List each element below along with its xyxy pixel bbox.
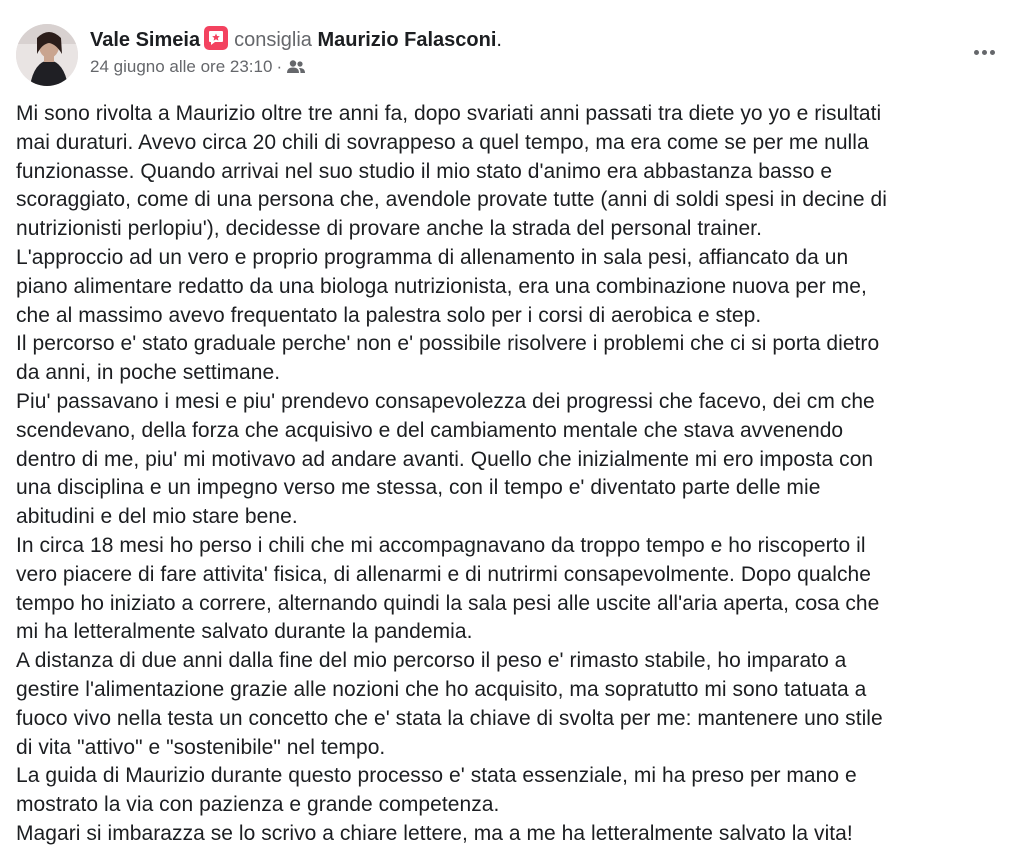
post-subtitle-line [90,56,502,81]
post-text-line: A distanza di due anni dalla fine del mio percorso il peso e' rimasto stabile, ho imparato a [16,649,847,673]
post-text-line: Il percorso e' stato graduale perche' non e' possibile risolvere i problemi che ci si porta dietro [16,332,880,356]
title-period: . [496,29,502,51]
post-text-line: mi ha letteralmente salvato durante la pandemia. [16,620,473,644]
author-name[interactable]: Vale Simeia [90,29,201,51]
post-text-line: dentro di me, piu' mi motivavo ad andare avanti. Quello che inizialmente mi ero imposta con [16,447,874,471]
post-text-line: una disciplina e un impegno verso me stessa, con il tempo e' diventato parte delle mie [16,476,821,500]
post-text-line: funzionasse. Quando arrivai nel suo studio il mio stato d'animo era abbastanza basso e [16,159,833,183]
post-title-line [90,26,502,54]
post-text-line: nutrizionisti perlopiu'), decidesse di provare anche la strada del personal trainer. [16,217,762,241]
post-text-line: scendevano, della forza che acquisivo e del cambiamento mentale che stava avvenendo [16,418,844,442]
recommended-page-name[interactable]: Maurizio Falasconi [317,29,497,51]
post-text-line: vero piacere di fare attivita' fisica, di allenarmi e di nutrirmi consapevolmente. Dopo qualche [16,562,872,586]
post-text-line: Mi sono rivolta a Maurizio oltre tre anni fa, dopo svariati anni passati tra diete yo yo e risultati [16,102,882,125]
post-meta [90,26,502,81]
post-text-line: che al massimo avevo frequentato la palestra solo per i corsi di aerobica e step. [16,303,762,327]
friends-icon[interactable] [286,59,306,81]
post-header [16,24,1006,88]
post-text-line: mostrato la via con pazienza e grande competenza. [16,793,500,817]
post-text-line: piano alimentare redatto da una biologa nutrizionista, era una combinazione nuova per me, [16,274,867,298]
post-text-line: scoraggiato, come di una persona che, avendole provate tutte (anni di soldi spesi in decine di [16,188,887,212]
post-text-line: Piu' passavano i mesi e piu' prendevo consapevolezza dei progressi che facevo, dei cm che [16,389,875,413]
post-text-line: mai duraturi. Avevo circa 20 chili di sovrappeso a quel tempo, ma era come se per me nulla [16,130,869,154]
post-text-line: L'approccio ad un vero e proprio programma di allenamento in sala pesi, affiancato da un [16,245,849,269]
more-options-icon[interactable] [966,40,1002,64]
post-text-line: La guida di Maurizio durante questo processo e' stata essenziale, mi ha preso per mano e [16,764,857,788]
post-timestamp[interactable]: 24 giugno alle ore 23:10 [90,57,273,76]
post-text-line: da anni, in poche settimane. [16,361,281,385]
separator-dot: · [276,57,283,76]
post-text-line: di vita "attivo" e "sostenibile" nel tempo. [16,735,386,759]
post-text-line: tempo ho iniziato a correre, alternando quindi la sala pesi alle uscite all'aria aperta, cosa che [16,591,880,615]
post-text-line: In circa 18 mesi ho perso i chili che mi accompagnavano da troppo tempo e ho riscoperto il [16,533,866,557]
recommends-verb: consiglia [234,29,312,51]
post-text-line: fuoco vivo nella testa un concetto che e' stata la chiave di svolta per me: mantenere uno stile [16,706,883,730]
recommendation-icon [204,26,228,50]
post-text-line: Magari si imbarazza se lo scrivo a chiare lettere, ma a me ha letteralmente salvato la vita! [16,821,853,845]
post-text-line: abitudini e del mio stare bene. [16,505,298,529]
avatar[interactable] [16,24,78,86]
post-text-line: gestire l'alimentazione grazie alle nozioni che ho acquisito, ma sopratutto mi sono tatuata a [16,677,867,701]
post-body [16,100,1016,849]
avatar-photo [16,24,78,86]
